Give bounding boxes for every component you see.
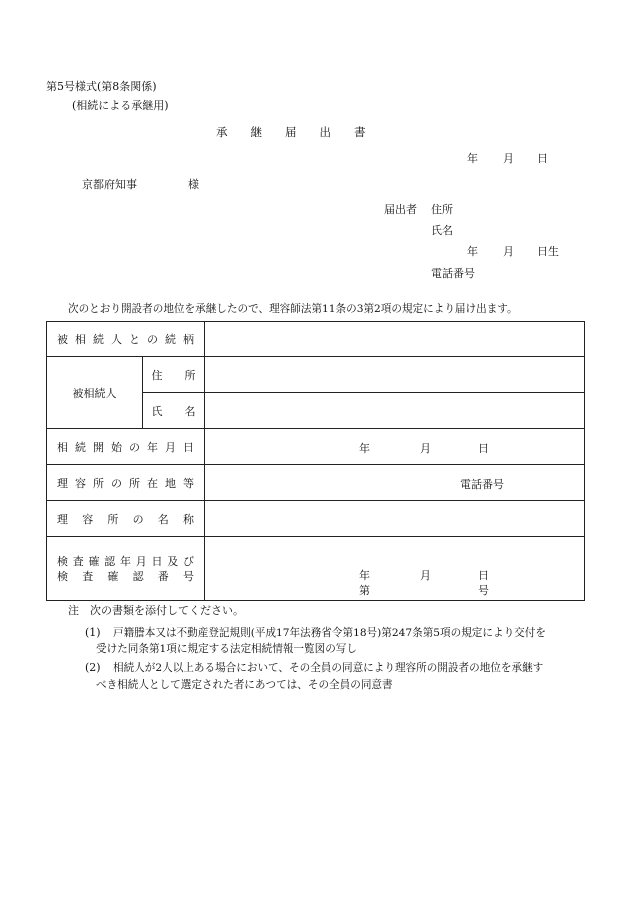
inherit-day: 日 [478,442,489,455]
birth-day: 日生 [537,245,559,258]
applicant-name-label: 氏名 [431,224,453,237]
inspection-label-line1: 検査確認年月日及び [57,554,194,568]
inherit-start-value[interactable] [205,429,585,465]
shop-location-value[interactable] [205,465,585,501]
date-month: 月 [503,152,514,165]
relation-value[interactable] [205,322,585,357]
insp-year: 年 [359,569,370,582]
deceased-address-value[interactable] [205,357,585,393]
inspection-label-line2: 検査確認番号 [57,569,194,583]
insp-dai: 第 [359,584,370,597]
date-year: 年 [467,152,478,165]
intro-text: 次のとおり開設者の地位を承継したので、理容師法第11条の3第2項の規定により届け出ます。 [68,303,518,315]
inspection-value[interactable] [205,537,585,601]
insp-go: 号 [478,584,489,597]
form-subtitle: (相続による承継用) [72,99,169,112]
birth-year: 年 [467,245,478,258]
note2-line1: 相続人が2人以上ある場合において、その全員の同意により理容所の開設者の地位を承継す [113,662,544,674]
inherit-year: 年 [359,442,370,455]
note1-line1: 戸籍謄本又は不動産登記規則(平成17年法務省令第18号)第247条第5項の規定により交付を [113,627,546,639]
table-row [47,322,585,357]
relation-label: 被相続人との続柄 [47,322,205,357]
deceased-address-label: 住 所 [143,357,205,393]
note1-line2: 受けた同条第1項に規定する法定相続情報一覧図の写し [96,643,357,655]
applicant-label: 届出者 [384,203,417,216]
birth-month: 月 [503,245,514,258]
addressee-name: 京都府知事 [82,178,137,191]
page-title: 承 継 届 出 書 [216,125,366,139]
note2-number: (2) [85,661,101,674]
date-day: 日 [537,152,548,165]
table-row [47,357,585,393]
table-row [47,501,585,537]
applicant-address-label: 住所 [431,203,453,216]
shop-name-value[interactable] [205,501,585,537]
notes-heading: 注 次の書類を添付してください。 [68,604,244,617]
notification-table [46,321,585,601]
deceased-name-value[interactable] [205,393,585,429]
table-row [47,429,585,465]
inherit-month: 月 [420,442,431,455]
inherit-start-label: 相続開始の年月日 [47,429,205,465]
insp-month: 月 [420,569,431,582]
table-row [47,537,585,601]
insp-day: 日 [478,569,489,582]
addressee-honorific: 様 [188,178,199,191]
note2-line2: べき相続人として選定された者にあつては、その全員の同意書 [96,679,393,691]
deceased-label: 被相続人 [47,357,143,429]
table-row [47,465,585,501]
shop-phone-label: 電話番号 [460,478,504,491]
shop-name-label: 理容所の名称 [47,501,205,537]
inspection-label [47,537,205,601]
deceased-name-label: 氏 名 [143,393,205,429]
shop-location-label: 理容所の所在地等 [47,465,205,501]
applicant-phone-label: 電話番号 [431,267,475,280]
note1-number: (1) [85,626,101,639]
form-number: 第5号様式(第8条関係) [46,80,157,93]
